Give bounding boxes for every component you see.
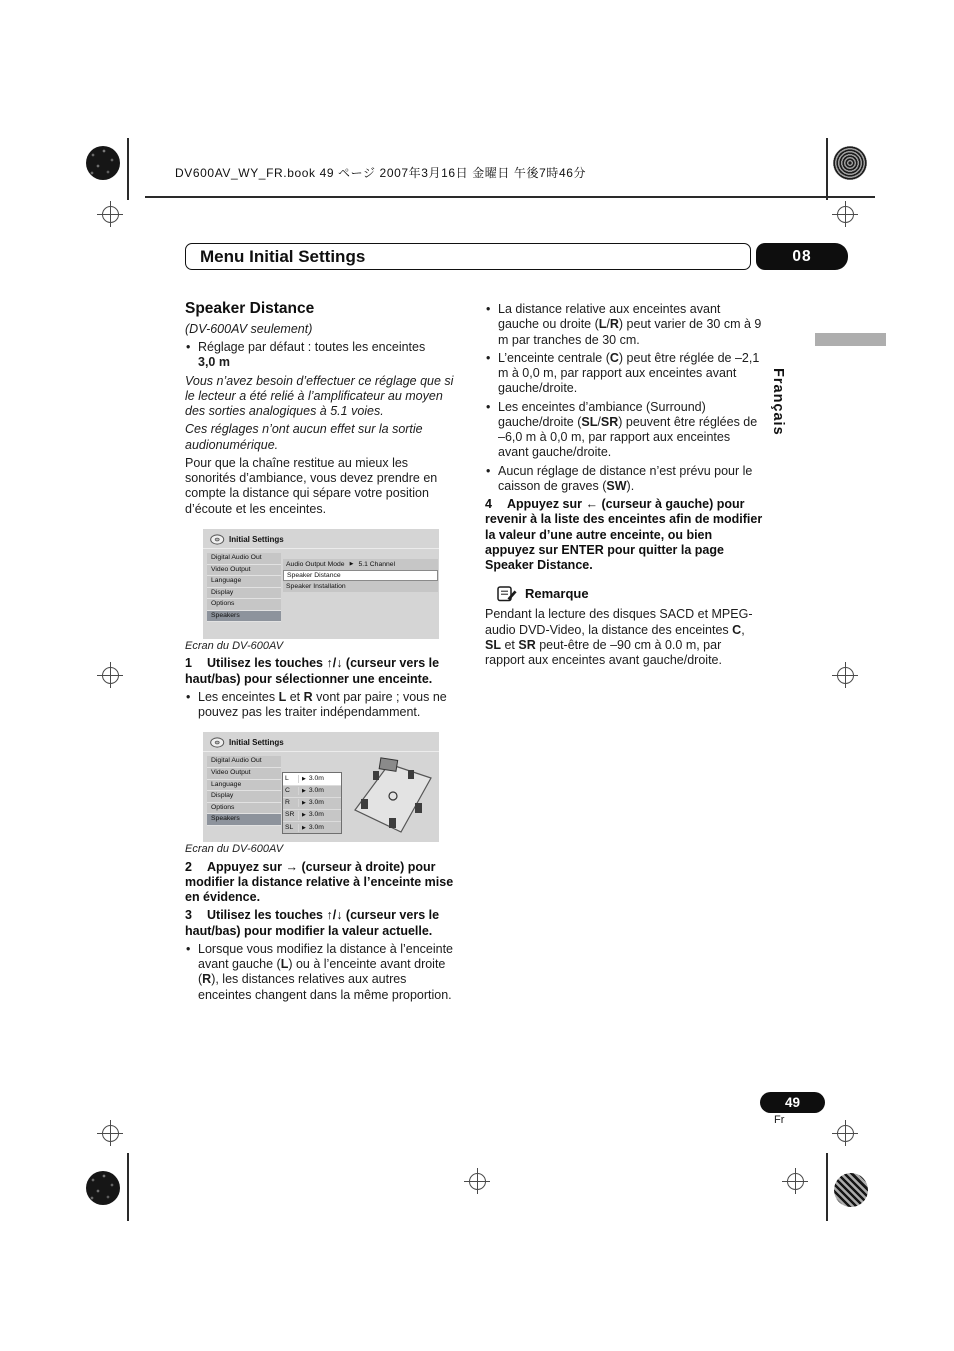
osd-menu-item: Options — [207, 599, 281, 611]
page-language: Fr — [774, 1114, 785, 1126]
model-note: (DV-600AV seulement) — [185, 321, 313, 336]
range-bullet-lr: • La distance relative aux enceintes avant gauche ou droite (L/R) peut varier de 30 cm à 9 m par tranches de 30 cm. — [485, 302, 763, 348]
intro-paragraph: Pour que la chaîne restitue au mieux les sonorités d’ambiance, vous devez prendre en compte la distance qui sépare votre position d’écoute et les enceintes. — [185, 455, 438, 516]
osd-title: Initial Settings — [229, 737, 284, 747]
cursor-right-icon: ▶ — [302, 788, 306, 795]
osd-menu — [207, 756, 281, 826]
distance-value: 3.0m — [308, 799, 324, 807]
distance-row — [283, 810, 341, 822]
osd-menu-item: Language — [207, 780, 281, 792]
step-1-bullet: • Les enceintes L et R vont par paire ; vous ne pouvez pas les traiter indépendamment. — [185, 690, 461, 721]
osd-menu-item: Display — [207, 588, 281, 600]
chapter-number-badge — [756, 243, 848, 270]
osd-menu-item: Options — [207, 803, 281, 815]
speaker-distance-table — [282, 772, 342, 834]
note-paragraph: Pendant la lecture des disques SACD et MPEG-audio DVD-Video, la distance des enceintes C, SL et SR peut-être de –90 cm à 0.0 m, par rapport aux enceintes avant gauche/droite. — [485, 607, 753, 667]
language-tab-bar — [815, 333, 886, 346]
speaker-box — [415, 803, 422, 813]
osd-menu-item: Digital Audio Out — [207, 553, 281, 565]
registration-crosshair — [782, 1168, 808, 1194]
distance-value: 3.0m — [308, 774, 324, 782]
step-4 — [485, 497, 763, 573]
range-bullet-slsr: • Les enceintes d’ambiance (Surround) gauche/droite (SL/SR) peuvent être réglées de –6,0 m à 0,0 m, par rapport aux enceintes avant gauche/droite. — [485, 400, 763, 461]
step-text: Utilisez les touches ↑/↓ (curseur vers le haut/bas) pour sélectionner une enceinte. — [185, 656, 440, 686]
cursor-right-icon: ▶ — [302, 824, 306, 831]
osd-row-audio-output-mode — [283, 559, 438, 570]
step-number: 2 — [185, 859, 192, 874]
step-3-bullet: • Lorsque vous modifiez la distance à l’enceinte avant gauche (L) ou à l’enceinte avant droite (R), les distances relatives aux autres enceintes changent dans la même proportion. — [185, 942, 461, 1003]
distance-value: 3.0m — [308, 811, 324, 819]
osd-screenshot-speaker-distance-menu — [203, 529, 439, 639]
trim-mark-line — [826, 1153, 828, 1221]
registration-crosshair — [832, 1120, 858, 1146]
osd-menu-item: Video Output — [207, 565, 281, 577]
distance-row — [283, 798, 341, 810]
registration-crosshair — [832, 201, 858, 227]
right-column — [485, 302, 763, 671]
analog-output-note: Vous n’avez besoin d’effectuer ce réglage que si le lecteur a été relié à l’amplificateur au moyen des sorties analogiques à 5.1 voies. — [185, 373, 454, 419]
speaker-box — [389, 818, 396, 828]
speaker-label: L — [283, 775, 299, 783]
cursor-right-icon: ▶ — [302, 800, 306, 807]
osd-menu-item: Language — [207, 576, 281, 588]
trim-mark-line — [826, 138, 828, 200]
room-diagram — [349, 752, 437, 836]
cursor-right-icon: ▶ — [302, 812, 306, 819]
osd-header — [203, 732, 439, 752]
note-header — [497, 585, 763, 603]
osd-header — [203, 529, 439, 549]
initial-settings-icon — [210, 534, 225, 545]
distance-value: 3.0m — [308, 823, 324, 831]
chapter-number: 08 — [792, 247, 812, 265]
cursor-right-icon: ▶ — [349, 560, 354, 567]
registration-crosshair — [97, 201, 123, 227]
step-text: Appuyez sur ← (curseur à gauche) pour revenir à la liste des enceintes afin de modifier la valeur d’une autre enceinte, ou bien appuyez sur ENTER pour quitter la page Speaker Distance. — [485, 497, 763, 572]
distance-row — [283, 773, 341, 785]
step-1 — [185, 656, 461, 687]
screenshot-caption: Ecran du DV-600AV — [185, 639, 284, 652]
osd-row-value: 5.1 Channel — [358, 560, 396, 568]
osd-menu-item: Display — [207, 791, 281, 803]
step-3 — [185, 908, 461, 939]
chapter-title: Menu Initial Settings — [200, 246, 366, 266]
step-2 — [185, 860, 461, 906]
osd-menu-item: Video Output — [207, 768, 281, 780]
page-number-badge — [760, 1092, 825, 1113]
screenshot-caption: Ecran du DV-600AV — [185, 843, 284, 856]
speaker-box — [408, 770, 414, 779]
initial-settings-icon — [210, 737, 225, 748]
osd-screenshot-distance-values — [203, 732, 439, 842]
distance-value: 3.0m — [308, 786, 324, 794]
speaker-label: R — [283, 799, 299, 807]
step-text: Appuyez sur → (curseur à droite) pour modifier la distance relative à l’enceinte mise en évidence. — [185, 859, 454, 905]
registration-crosshair — [832, 662, 858, 688]
header-rule — [145, 196, 875, 198]
distance-row — [283, 822, 341, 833]
left-column — [185, 300, 461, 1006]
registration-crosshair — [97, 1120, 123, 1146]
osd-title: Initial Settings — [229, 534, 284, 544]
print-header-line: DV600AV_WY_FR.book 49 ページ 2007年3月16日 金曜日 午後7時46分 — [175, 166, 587, 180]
digital-output-note: Ces réglages n’ont aucun effet sur la sortie audionumérique. — [185, 422, 423, 452]
registration-dot-bottomright — [834, 1173, 868, 1207]
registration-crosshair — [464, 1168, 490, 1194]
osd-menu-item-selected: Speakers — [207, 814, 281, 826]
osd-row-speaker-installation: Speaker Installation — [283, 581, 438, 592]
distance-row — [283, 786, 341, 798]
language-label: Français — [770, 368, 786, 436]
page-number: 49 — [784, 1095, 801, 1110]
speaker-label: SL — [283, 824, 299, 832]
registration-dot-bottomleft — [86, 1171, 120, 1205]
registration-crosshair — [97, 662, 123, 688]
step-text: Utilisez les touches ↑/↓ (curseur vers le haut/bas) pour modifier la valeur actuelle. — [185, 908, 440, 938]
speaker-label: SR — [283, 811, 299, 819]
trim-mark-line — [127, 138, 129, 200]
section-title: Speaker Distance — [185, 300, 315, 317]
step-number: 1 — [185, 656, 192, 671]
osd-menu-item: Digital Audio Out — [207, 756, 281, 768]
speaker-box — [361, 799, 368, 809]
osd-row-speaker-distance-selected: Speaker Distance — [283, 570, 438, 581]
step-number: 4 — [485, 497, 492, 511]
osd-menu — [207, 553, 281, 623]
osd-row-label: Audio Output Mode — [286, 560, 345, 568]
speaker-label: C — [283, 787, 299, 795]
note-icon — [497, 585, 518, 603]
range-bullet-sw: • Aucun réglage de distance n’est prévu pour le caisson de graves (SW). — [485, 464, 763, 495]
note-title: Remarque — [525, 586, 589, 602]
default-setting-bullet: • Réglage par défaut : toutes les enceintes 3,0 m — [185, 340, 461, 371]
osd-menu-item-selected: Speakers — [207, 611, 281, 623]
registration-dot-topleft — [86, 146, 120, 180]
chapter-title-bar — [185, 243, 751, 270]
trim-mark-line — [127, 1153, 129, 1221]
speaker-box — [373, 771, 379, 780]
registration-dot-topright — [833, 146, 867, 180]
range-bullet-c: • L’enceinte centrale (C) peut être réglée de –2,1 m à 0,0 m, par rapport aux enceintes avant gauche/droite. — [485, 351, 763, 397]
cursor-right-icon: ▶ — [302, 775, 306, 782]
step-number: 3 — [185, 908, 192, 923]
